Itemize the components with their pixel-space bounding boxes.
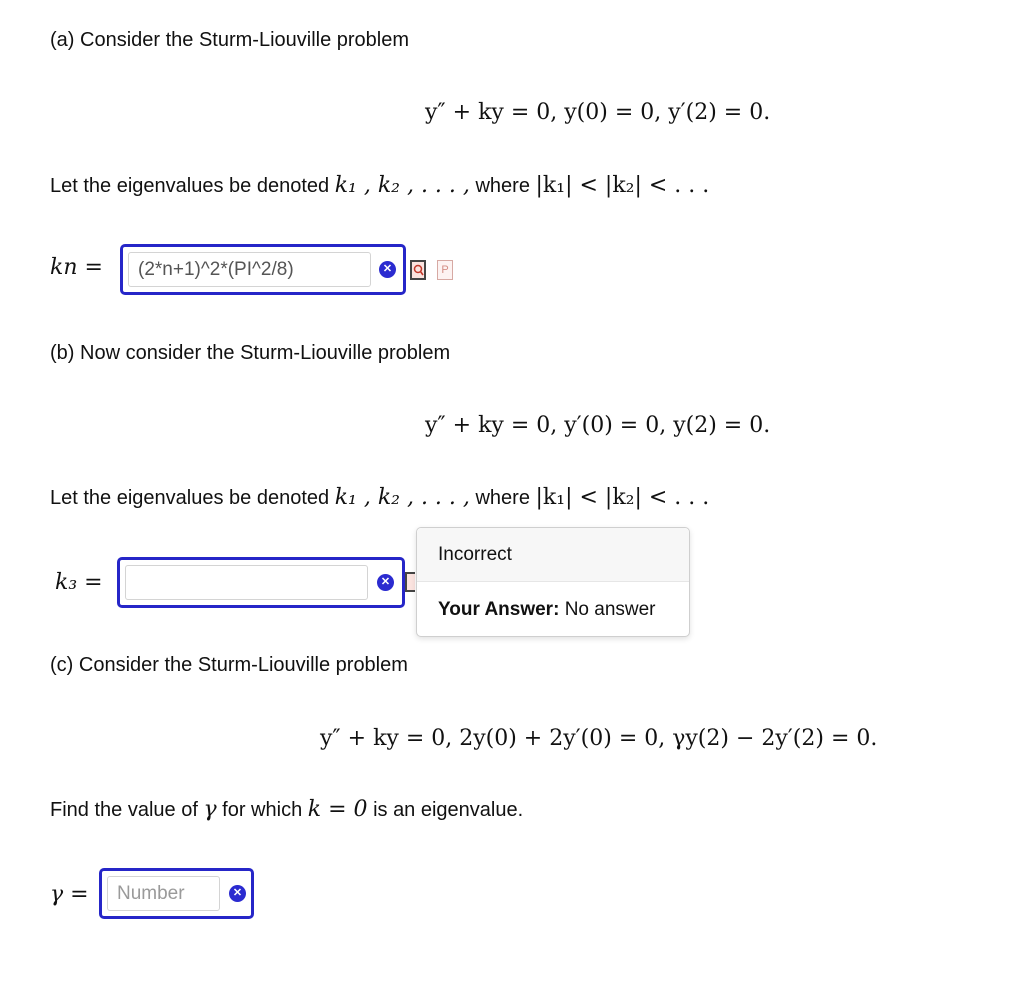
prompt-mid: for which <box>222 799 303 821</box>
prompt-cond: k = 0 <box>307 797 368 822</box>
clear-x-icon[interactable]: ✕ <box>379 261 396 278</box>
part-b-prompt <box>50 485 709 510</box>
part-c-equation: y″ + ky = 0, 2y(0) + 2y′(0) = 0, γy(2) − 2y′(2) = 0. <box>320 726 878 751</box>
feedback-answer-key: Your Answer: <box>438 599 560 620</box>
kn-answer-box[interactable] <box>120 244 406 295</box>
gamma-label: γ = <box>50 882 89 907</box>
prompt-post: is an eigenvalue. <box>373 799 524 821</box>
part-b-equation: y″ + ky = 0, y′(0) = 0, y(2) = 0. <box>425 413 771 438</box>
prompt-order: |k₁| < |k₂| < . . . <box>535 485 710 510</box>
part-c-heading: (c) Consider the Sturm-Liouville problem <box>50 654 408 676</box>
prompt-text: Let the eigenvalues be denoted <box>50 487 330 509</box>
part-a-equation: y″ + ky = 0, y(0) = 0, y′(2) = 0. <box>425 100 771 125</box>
pdf-document-icon[interactable]: P <box>437 260 453 280</box>
gamma-answer-box[interactable] <box>99 868 254 919</box>
feedback-popover <box>416 527 690 637</box>
prompt-where: where <box>475 175 530 197</box>
preview-document-icon[interactable] <box>405 572 415 592</box>
k3-label: k₃ = <box>55 570 103 595</box>
part-b-heading: (b) Now consider the Sturm-Liouville problem <box>50 342 451 364</box>
part-c-prompt <box>50 797 523 822</box>
feedback-answer <box>417 582 689 638</box>
part-a-heading: (a) Consider the Sturm-Liouville problem <box>50 29 410 51</box>
gamma-input[interactable] <box>107 876 220 911</box>
feedback-status: Incorrect <box>417 528 689 582</box>
k3-input[interactable] <box>125 565 368 600</box>
prompt-order: |k₁| < |k₂| < . . . <box>535 173 710 198</box>
prompt-text: Let the eigenvalues be denoted <box>50 175 330 197</box>
part-a-prompt <box>50 173 709 198</box>
prompt-gamma: γ <box>203 797 217 822</box>
prompt-where: where <box>475 487 530 509</box>
clear-x-icon[interactable]: ✕ <box>229 885 246 902</box>
feedback-answer-value: No answer <box>564 599 656 620</box>
prompt-sequence: k₁ , k₂ , . . . , <box>334 485 470 510</box>
clear-x-icon[interactable]: ✕ <box>377 574 394 591</box>
kn-input[interactable] <box>128 252 371 287</box>
prompt-sequence: k₁ , k₂ , . . . , <box>334 173 470 198</box>
prompt-pre: Find the value of <box>50 799 198 821</box>
kn-label: kn = <box>50 255 103 280</box>
k3-answer-box[interactable] <box>117 557 405 608</box>
preview-document-icon[interactable] <box>410 260 426 280</box>
